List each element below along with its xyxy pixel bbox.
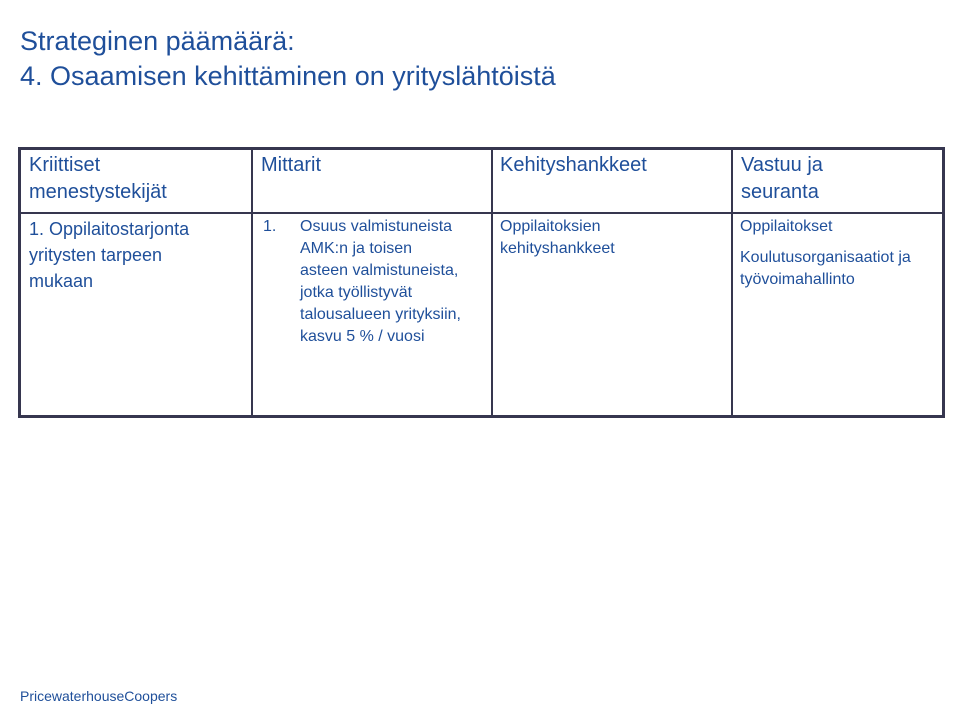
- goal-text: Osaamisen kehittäminen on yrityslähtöistä: [50, 61, 556, 91]
- cell-text: yritysten tarpeen: [29, 245, 163, 265]
- cell-text: Oppilaitoksien: [500, 218, 601, 235]
- header-text: Vastuu ja: [741, 154, 823, 176]
- cell-responsibility: [740, 216, 945, 291]
- header-metrics: Mittarit: [261, 154, 321, 176]
- responsibility-item: Oppilaitokset: [740, 218, 833, 235]
- cell-text: jotka työllistyvät: [300, 284, 413, 301]
- header-critical-factors: [29, 152, 244, 206]
- cell-project: [500, 216, 728, 260]
- cell-text: työvoimahallinto: [740, 271, 855, 288]
- cell-text: Koulutusorganisaatiot ja: [740, 249, 911, 266]
- metric-number: 1.: [263, 218, 277, 235]
- cell-text: AMK:n ja toisen: [300, 240, 413, 257]
- header-text: menestystekijät: [29, 181, 167, 203]
- slide-title: [20, 24, 556, 94]
- header-projects: Kehityshankkeet: [500, 154, 647, 176]
- cell-text: talousalueen yrityksiin,: [300, 306, 461, 323]
- metric-text: [300, 216, 490, 348]
- cell-text: kasvu 5 % / vuosi: [300, 328, 425, 345]
- strategy-table: [18, 147, 945, 418]
- header-text: seuranta: [741, 181, 819, 203]
- title-line-1: Strateginen päämäärä:: [20, 26, 295, 56]
- company-footer: PricewaterhouseCoopers: [20, 688, 178, 704]
- cell-text: mukaan: [29, 271, 94, 291]
- cell-critical-factor: [29, 216, 249, 294]
- header-responsibility: [741, 152, 941, 206]
- cell-text: Osuus valmistuneista: [300, 218, 453, 235]
- goal-number: 4.: [20, 61, 43, 91]
- cell-text: kehityshankkeet: [500, 240, 615, 257]
- cell-text: 1. Oppilaitostarjonta: [29, 219, 190, 239]
- table-header-row: [21, 150, 942, 214]
- title-line-2: [20, 59, 556, 94]
- responsibility-item: [740, 247, 945, 291]
- header-text: Kriittiset: [29, 154, 101, 176]
- cell-text: asteen valmistuneista,: [300, 262, 459, 279]
